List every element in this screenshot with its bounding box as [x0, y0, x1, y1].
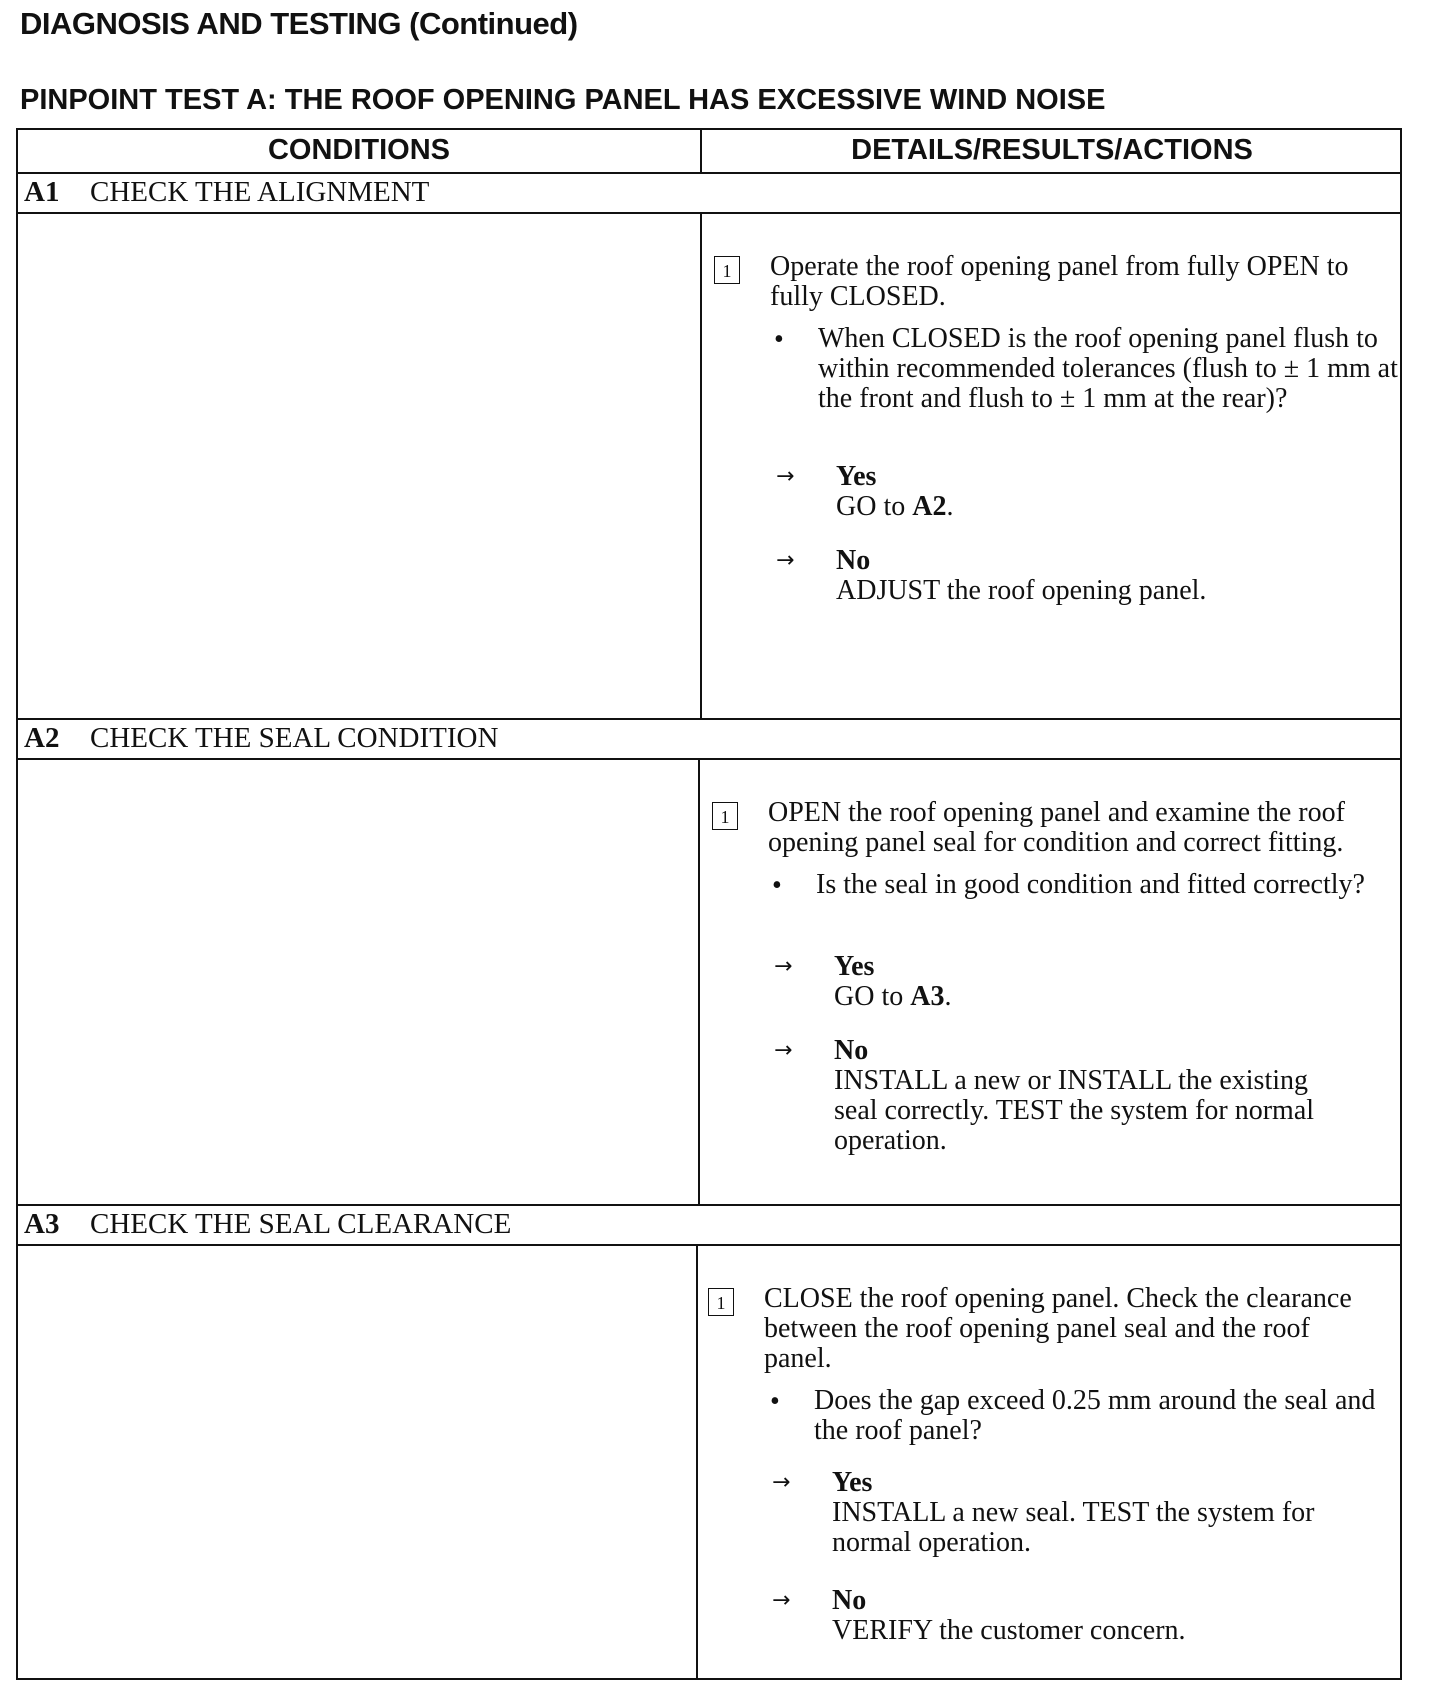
pinpoint-test-table — [16, 128, 1402, 1680]
outcome-action: ADJUST the roof opening panel. — [836, 575, 1207, 606]
action-text: . — [944, 981, 952, 1012]
step-header-a2 — [24, 722, 498, 755]
column-divider — [698, 758, 700, 1206]
step-question: Is the seal in good condition and fitted correctly? — [816, 869, 1365, 900]
step-question: Does the gap exceed 0.25 mm around the seal and the roof panel? — [814, 1385, 1376, 1446]
column-divider — [700, 212, 702, 720]
arrow-right-icon: → — [776, 548, 795, 573]
outcome-yes — [836, 462, 1396, 522]
divider — [18, 172, 1400, 174]
step-instruction: CLOSE the roof opening panel. Check the clearance between the roof opening panel seal and the roof panel. — [764, 1283, 1352, 1374]
action-text: GO to — [834, 981, 911, 1012]
step-header-a3 — [24, 1208, 511, 1241]
step-question: When CLOSED is the roof opening panel flush to within recommended tolerances (flush to ± 1 mm at the front and flush to ± 1 mm at the rear)? — [818, 323, 1398, 414]
column-divider — [696, 1244, 698, 1680]
outcome-label: Yes — [836, 461, 877, 492]
action-text: GO to — [836, 491, 913, 522]
arrow-right-icon: → — [774, 954, 793, 979]
page-title: DIAGNOSIS AND TESTING (Continued) — [20, 6, 578, 41]
divider — [18, 758, 1400, 760]
action-text: . — [946, 491, 954, 522]
step-title: CHECK THE ALIGNMENT — [90, 176, 430, 208]
outcome-label: No — [834, 1035, 869, 1066]
divider — [18, 212, 1400, 214]
step-instruction: Operate the roof opening panel from fully OPEN to fully CLOSED. — [770, 251, 1349, 312]
pinpoint-test-title: PINPOINT TEST A: THE ROOF OPENING PANEL HAS EXCESSIVE WIND NOISE — [20, 84, 1106, 116]
step-reference: A2 — [912, 491, 947, 522]
substep-number-box: 1 — [714, 256, 740, 284]
outcome-no — [834, 1036, 1354, 1156]
outcome-action — [836, 492, 1396, 522]
outcome-action: VERIFY the customer concern. — [832, 1615, 1186, 1646]
substep-number-box: 1 — [712, 802, 738, 830]
bullet: • — [774, 324, 784, 355]
column-header-details: DETAILS/RESULTS/ACTIONS — [851, 134, 1253, 166]
outcome-action — [834, 982, 1394, 1012]
step-id: A3 — [24, 1208, 60, 1240]
outcome-no — [836, 546, 1396, 606]
step-header-a1 — [24, 176, 429, 209]
column-divider — [700, 130, 702, 174]
outcome-label: Yes — [834, 951, 875, 982]
arrow-right-icon: → — [776, 464, 795, 489]
outcome-no — [832, 1586, 1392, 1646]
divider — [18, 1204, 1400, 1206]
arrow-right-icon: → — [772, 1588, 791, 1613]
outcome-action: INSTALL a new seal. TEST the system for normal operation. — [832, 1497, 1315, 1558]
step-id: A2 — [24, 722, 60, 754]
outcome-yes — [832, 1468, 1372, 1558]
outcome-label: No — [836, 545, 871, 576]
outcome-action: INSTALL a new or INSTALL the existing seal correctly. TEST the system for normal operation. — [834, 1065, 1315, 1156]
substep-number-box: 1 — [708, 1288, 734, 1316]
step-title: CHECK THE SEAL CLEARANCE — [90, 1208, 512, 1240]
column-header-conditions: CONDITIONS — [267, 134, 451, 166]
outcome-label: Yes — [832, 1467, 873, 1498]
arrow-right-icon: → — [774, 1038, 793, 1063]
step-reference: A3 — [910, 981, 945, 1012]
divider — [18, 718, 1400, 720]
divider — [18, 1244, 1400, 1246]
outcome-yes — [834, 952, 1394, 1012]
step-id: A1 — [24, 176, 60, 208]
outcome-label: No — [832, 1585, 867, 1616]
bullet: • — [770, 1386, 780, 1417]
step-title: CHECK THE SEAL CONDITION — [90, 722, 499, 754]
arrow-right-icon: → — [772, 1470, 791, 1495]
step-instruction: OPEN the roof opening panel and examine the roof opening panel seal for condition and correct fitting. — [768, 797, 1345, 858]
bullet: • — [772, 870, 782, 901]
